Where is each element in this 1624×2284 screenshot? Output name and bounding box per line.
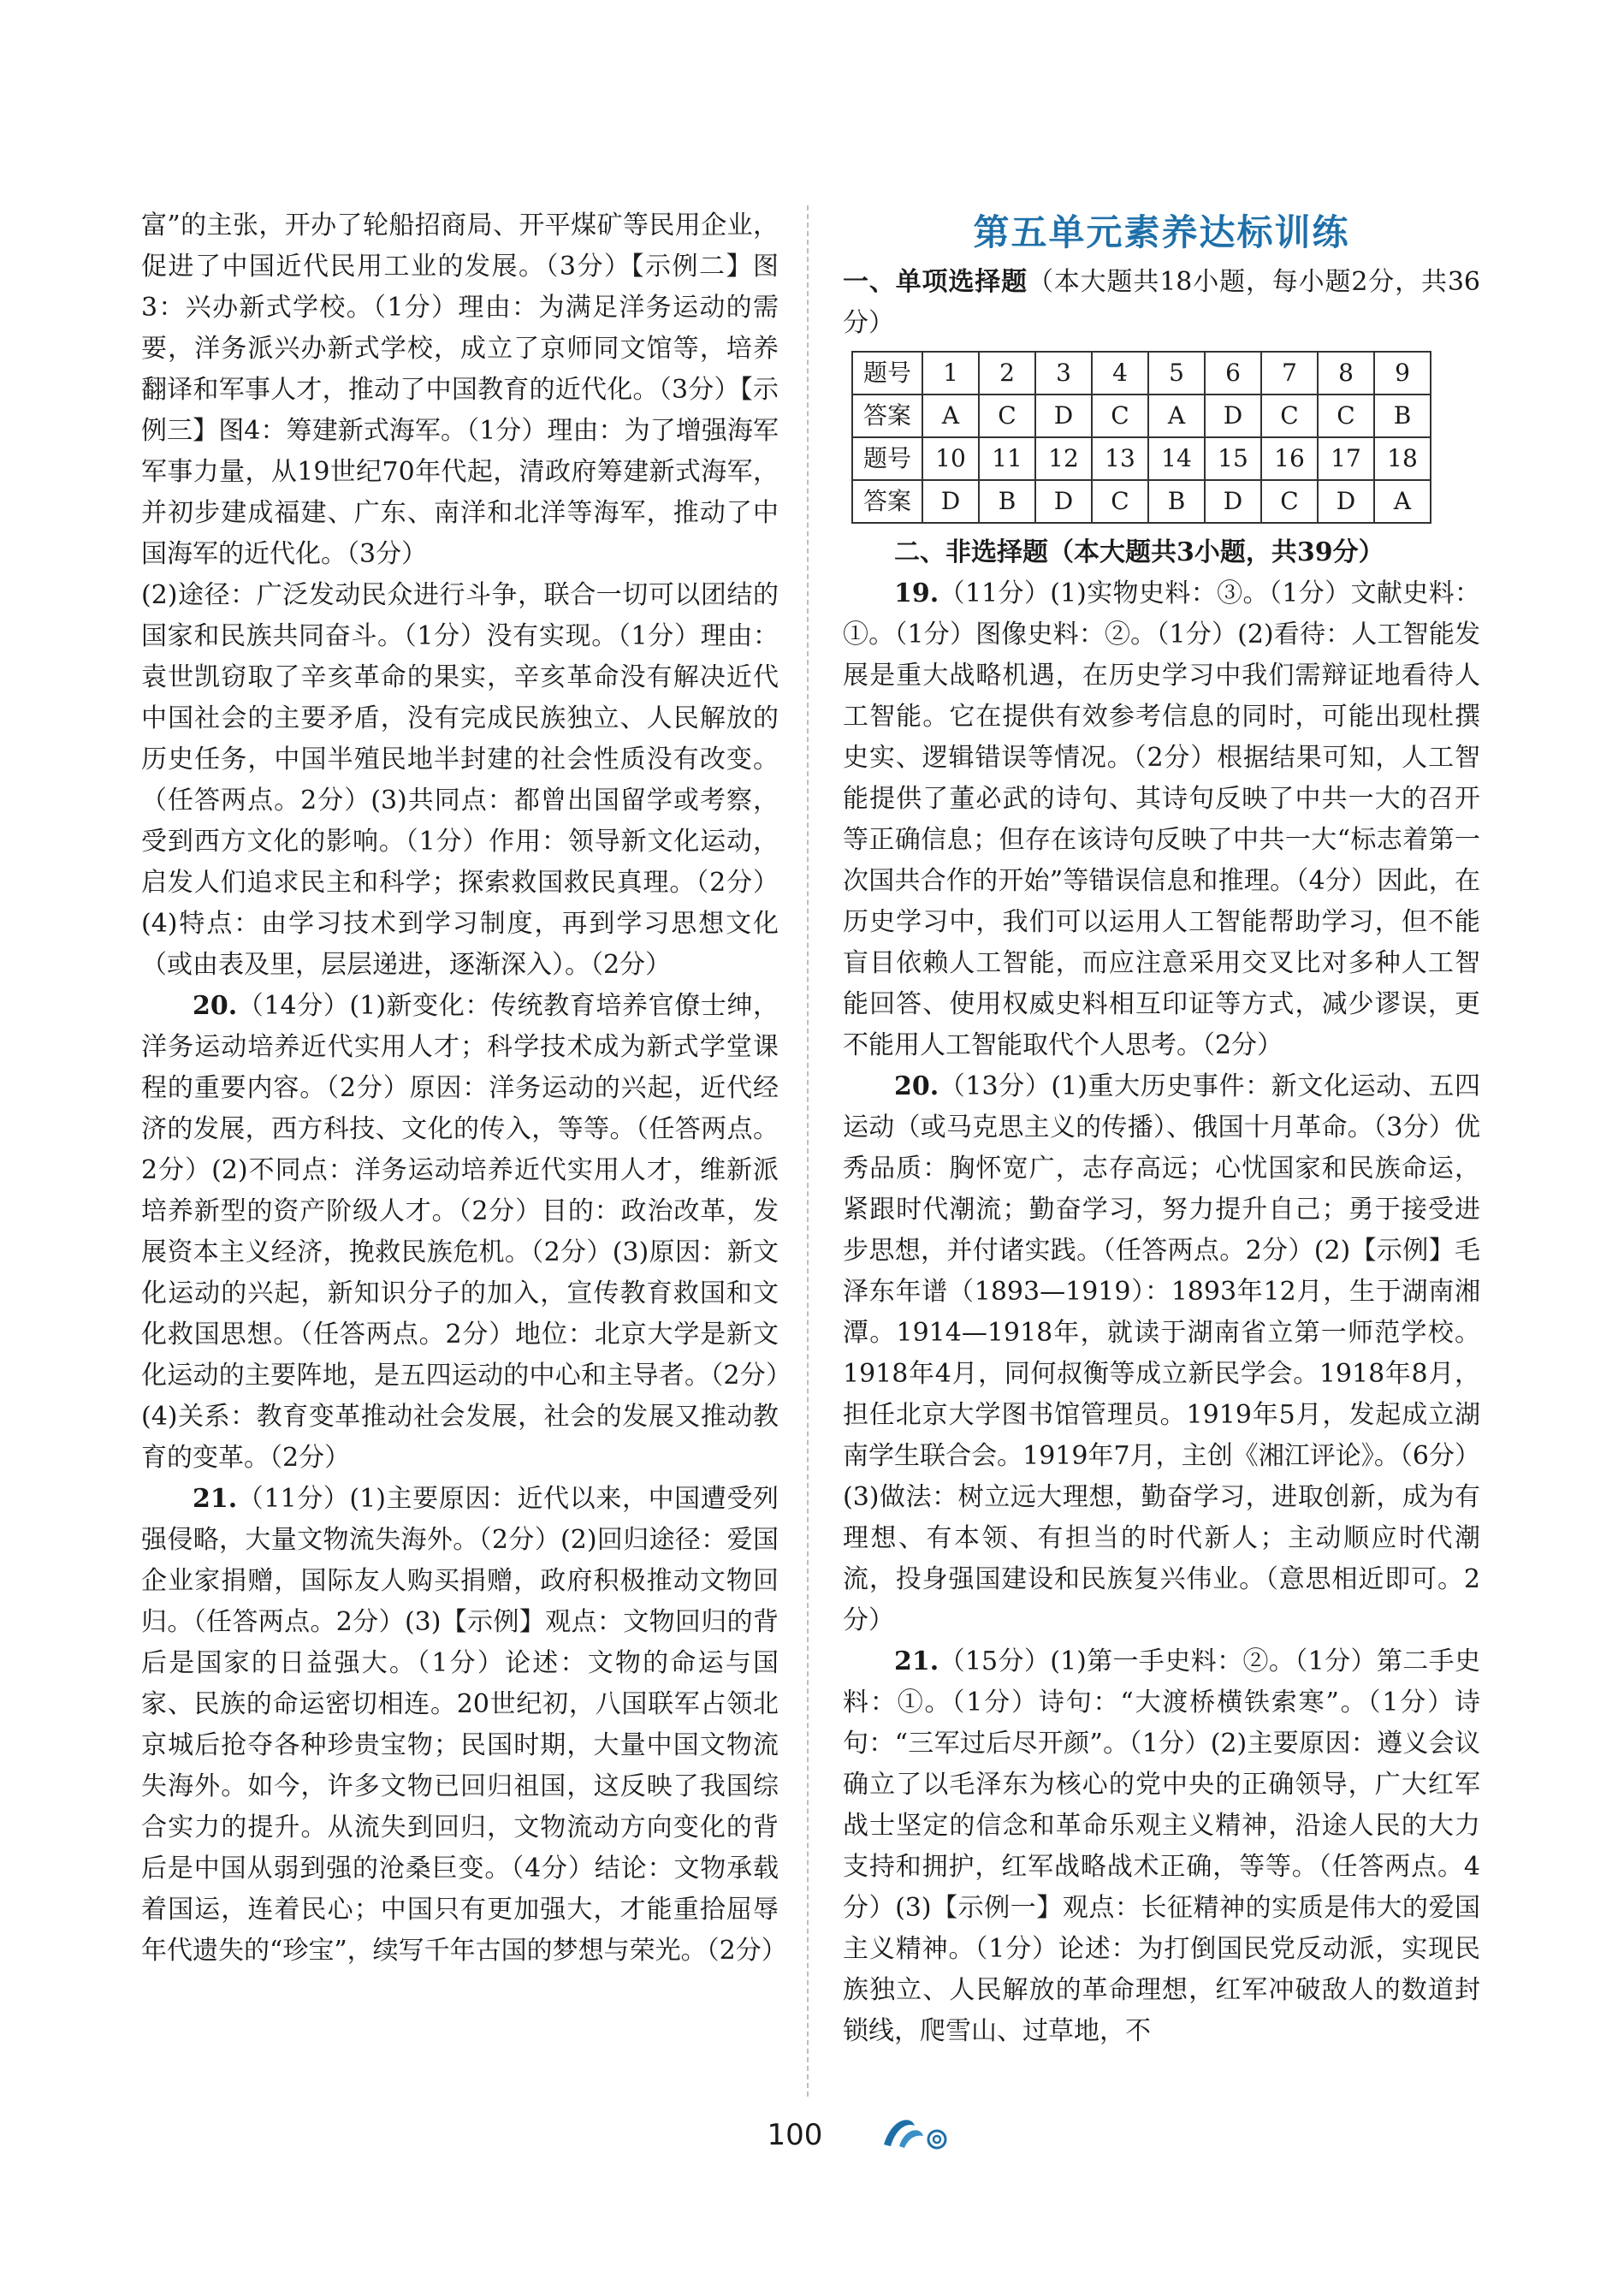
table-cell: 14 — [1148, 437, 1205, 480]
right-question-21: 21.（15分）(1)第一手史料：②。（1分）第二手史料：①。（1分）诗句：“大渡桥横铁索寒”。（1分）诗句：“三军过后尽开颜”。（1分）(2)主要原因：遵义会议确立了以毛泽东为核心的党中央的正确领导，广大红军战士坚定的信念和革命乐观主义精神，沿途人民的大力支持和拥护，红军战略战术正确，等等。（任答两点。4分）(3)【示例一】观点：长征精神的实质是伟大的爱国主义精神。（1分）论述：为打倒国民党反动派，实现民族独立、人民解放的革命理想，红军冲破敌人的数道封锁线，爬雪山、过草地，不 — [843, 1646, 1480, 2046]
left-paragraph-1: 富”的主张，开办了轮船招商局、开平煤矿等民用企业，促进了中国近代民用工业的发展。（3分）【示例二】图3：兴办新式学校。（1分）理由：为满足洋务运动的需要，洋务派兴办新式学校，成立了京师同文馆等，培养翻译和军事人才，推动了中国教育的近代化。（3分）【示例三】图4：筹建新式海军。（1分）理由：为了增强海军军事力量，从19世纪70年代起，清政府筹建新式海军，并初步建成福建、广东、南洋和北洋等海军，推动了中国海军的近代化。（3分） — [141, 211, 779, 569]
right-question-19: 19.（11分）(1)实物史料：③。（1分）文献史料：①。（1分）图像史料：②。（1分）(2)看待：人工智能发展是重大战略机遇，在历史学习中我们需辩证地看待人工智能。它在提供有效参考信息的同时，可能出现杜撰史实、逻辑错误等情况。（2分）根据结果可知，人工智能提供了董必武的诗句、其诗句反映了中共一大的召开等正确信息；但存在该诗句反映了中共一大“标志着第一次国共合作的开始”等错误信息和推理。（4分）因此，在历史学习中，我们可以运用人工智能帮助学习，但不能盲目依赖人工智能，而应注意采用交叉比对多种人工智能回答、使用权威史料相互印证等方式，减少谬误，更不能用人工智能取代个人思考。（2分） — [843, 578, 1480, 1060]
column-divider — [807, 205, 809, 2097]
leaf-swirl-icon — [877, 2110, 954, 2156]
row-label: 题号 — [852, 437, 922, 480]
table-cell: B — [1374, 395, 1431, 437]
table-cell: D — [922, 480, 979, 523]
table-cell: C — [1261, 480, 1318, 523]
table-cell: C — [1261, 395, 1318, 437]
table-row — [852, 395, 1431, 437]
left-column — [141, 205, 787, 1972]
table-cell: D — [1205, 395, 1261, 437]
left-paragraph-2: (2)途径：广泛发动民众进行斗争，联合一切可以团结的国家和民族共同奋斗。（1分）没有实现。（1分）理由：袁世凯窃取了辛亥革命的果实，辛亥革命没有解决近代中国社会的主要矛盾，没有完成民族独立、人民解放的历史任务，中国半殖民地半封建的社会性质没有改变。（任答两点。2分）(3)共同点：都曾出国留学或考察，受到西方文化的影响。（1分）作用：领导新文化运动，启发人们追求民主和科学；探索救国救民真理。（2分）(4)特点：由学习技术到学习制度，再到学习思想文化（或由表及里，层层递进，逐渐深入）。（2分） — [141, 580, 779, 980]
table-cell: 9 — [1374, 352, 1431, 395]
table-cell: D — [1035, 480, 1092, 523]
table-cell: D — [1318, 480, 1374, 523]
section-2-heading: 二、非选择题（本大题共3小题，共39分） — [894, 537, 1384, 567]
table-cell: B — [1148, 480, 1205, 523]
section-1-heading: 一、单项选择题（本大题共18小题，每小题2分，共36分） — [843, 267, 1481, 338]
table-cell: 8 — [1318, 352, 1374, 395]
table-cell: A — [1374, 480, 1431, 523]
row-label: 答案 — [852, 480, 922, 523]
table-cell: A — [1148, 395, 1205, 437]
table-cell: D — [1205, 480, 1261, 523]
table-cell: B — [979, 480, 1035, 523]
table-cell: 10 — [922, 437, 979, 480]
left-question-21: 21.（11分）(1)主要原因：近代以来，中国遭受列强侵略，大量文物流失海外。（2分）(2)回归途径：爱国企业家捐赠，国际友人购买捐赠，政府积极推动文物回归。（任答两点。2分）(3)【示例】观点：文物回归的背后是国家的日益强大。（1分）论述：文物的命运与国家、民族的命运密切相连。20世纪初，八国联军占领北京城后抢夺各种珍贵宝物；民国时期，大量中国文物流失海外。如今，许多文物已回归祖国，这反映了我国综合实力的提升。从流失到回归，文物流动方向变化的背后是中国从弱到强的沧桑巨变。（4分）结论：文物承载着国运，连着民心；中国只有更加强大，才能重拾屈辱年代遗失的“珍宝”，续写千年古国的梦想与荣光。（2分） — [141, 1484, 787, 1966]
table-cell: 16 — [1261, 437, 1318, 480]
answer-table — [851, 351, 1431, 524]
table-cell: 12 — [1035, 437, 1092, 480]
table-cell: 17 — [1318, 437, 1374, 480]
table-cell: C — [1092, 480, 1148, 523]
table-cell: 6 — [1205, 352, 1261, 395]
row-label: 答案 — [852, 395, 922, 437]
table-cell: C — [1318, 395, 1374, 437]
table-cell: D — [1035, 395, 1092, 437]
table-row — [852, 437, 1431, 480]
table-cell: C — [979, 395, 1035, 437]
table-cell: A — [922, 395, 979, 437]
unit-title: 第五单元素养达标训练 — [973, 211, 1350, 253]
page-number: 100 — [767, 2118, 823, 2152]
table-cell: 11 — [979, 437, 1035, 480]
table-row — [852, 352, 1431, 395]
table-cell: 1 — [922, 352, 979, 395]
table-cell: 7 — [1261, 352, 1318, 395]
row-label: 题号 — [852, 352, 922, 395]
table-cell: C — [1092, 395, 1148, 437]
right-column — [843, 205, 1480, 2052]
left-question-20: 20.（14分）(1)新变化：传统教育培养官僚士绅，洋务运动培养近代实用人才；科学技术成为新式学堂课程的重要内容。（2分）原因：洋务运动的兴起，近代经济的发展，西方科技、文化的传入，等等。（任答两点。2分）(2)不同点：洋务运动培养近代实用人才，维新派培养新型的资产阶级人才。（2分）目的：政治改革，发展资本主义经济，挽救民族危机。（2分）(3)原因：新文化运动的兴起，新知识分子的加入，宣传教育救国和文化救国思想。（任答两点。2分）地位：北京大学是新文化运动的主要阵地，是五四运动的中心和主导者。（2分）(4)关系：教育变革推动社会发展，社会的发展又推动教育的变革。（2分） — [141, 991, 779, 1473]
table-cell: 13 — [1092, 437, 1148, 480]
table-cell: 4 — [1092, 352, 1148, 395]
right-question-20: 20.（13分）(1)重大历史事件：新文化运动、五四运动（或马克思主义的传播）、俄国十月革命。（3分）优秀品质：胸怀宽广，志存高远；心忧国家和民族命运，紧跟时代潮流；勤奋学习，努力提升自己；勇于接受进步思想，并付诸实践。（任答两点。2分）(2)【示例】毛泽东年谱（1893—1919）：1893年12月，生于湖南湘潭。1914—1918年，就读于湖南省立第一师范学校。1918年4月，同何叔衡等成立新民学会。1918年8月，担任北京大学图书馆管理员。1919年5月，发起成立湖南学生联合会。1919年7月，主创《湘江评论》。（6分）(3)做法：树立远大理想，勤奋学习，进取创新，成为有理想、有本领、有担当的时代新人；主动顺应时代潮流，投身强国建设和民族复兴伟业。（意思相近即可。2分） — [843, 1071, 1480, 1635]
table-cell: 5 — [1148, 352, 1205, 395]
table-cell: 2 — [979, 352, 1035, 395]
table-cell: 3 — [1035, 352, 1092, 395]
table-row — [852, 480, 1431, 523]
table-cell: 18 — [1374, 437, 1431, 480]
table-cell: 15 — [1205, 437, 1261, 480]
